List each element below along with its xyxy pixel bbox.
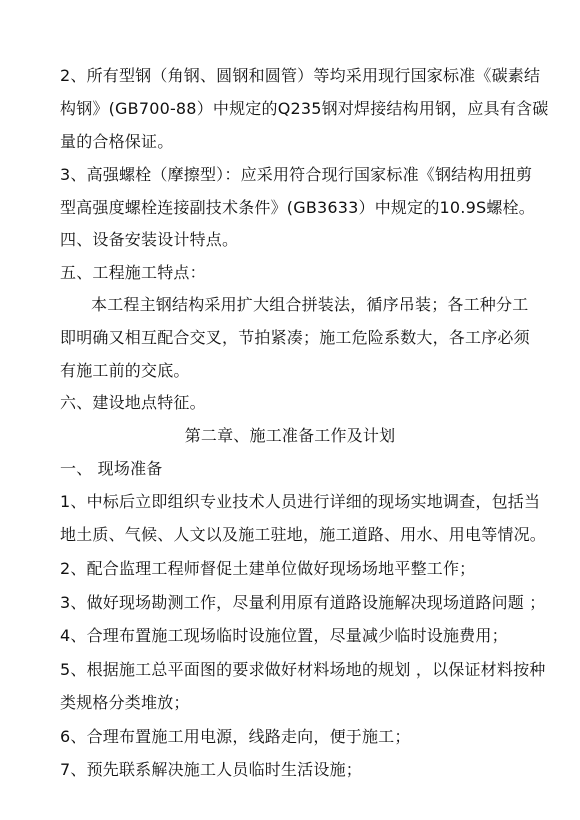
text-line: 型高强度螺栓连接副技术条件》(GB3633）中规定的10.9S螺栓。 <box>60 198 535 217</box>
text-line: 地土质、气候、人文以及施工驻地，施工道路、用水、用电等情况。 <box>60 525 547 544</box>
text-line: 3、高强螺栓（摩擦型）：应采用符合现行国家标准《钢结构用扭剪 <box>60 165 533 184</box>
section-heading: 一、 现场准备 <box>60 459 163 478</box>
text-line: 5、根据施工总平面图的要求做好材料场地的规划 ，以保证材料按种 <box>60 660 546 679</box>
text-line: 6、合理布置施工用电源，线路走向，便于施工； <box>60 727 411 746</box>
text-line: 7、预先联系解决施工人员临时生活设施； <box>60 760 362 779</box>
section-heading: 五、工程施工特点： <box>60 263 206 282</box>
text-line: 1、中标后立即组织专业技术人员进行详细的现场实地调查，包括当 <box>60 492 541 511</box>
text-line: 有施工前的交底。 <box>60 361 190 380</box>
text-line: 2、配合监理工程师督促土建单位做好现场场地平整工作； <box>60 559 476 578</box>
text-line: 量的合格保证。 <box>60 132 174 151</box>
text-line: 3、做好现场勘测工作，尽量利用原有道路设施解决现场道路问题 ； <box>60 593 546 612</box>
text-line: 2、所有型钢（角钢、圆钢和圆管）等均采用现行国家标准《碳素结 <box>60 66 541 85</box>
chapter-title: 第二章、施工准备工作及计划 <box>184 426 396 445</box>
section-heading: 六、建设地点特征。 <box>60 393 206 412</box>
text-line: 4、合理布置施工现场临时设施位置，尽量减少临时设施费用； <box>60 626 508 645</box>
section-heading: 四、设备安装设计特点。 <box>60 230 239 249</box>
text-line: 本工程主钢结构采用扩大组合拼装法，循序吊装；各工种分工 <box>91 295 529 314</box>
text-line: 即明确又相互配合交叉，节拍紧凑；施工危险系数大，各工序必须 <box>60 328 530 347</box>
text-line: 构钢》(GB700-88）中规定的Q235钢对焊接结构用钢，应具有含碳 <box>60 99 549 118</box>
text-line: 类规格分类堆放； <box>60 693 190 712</box>
